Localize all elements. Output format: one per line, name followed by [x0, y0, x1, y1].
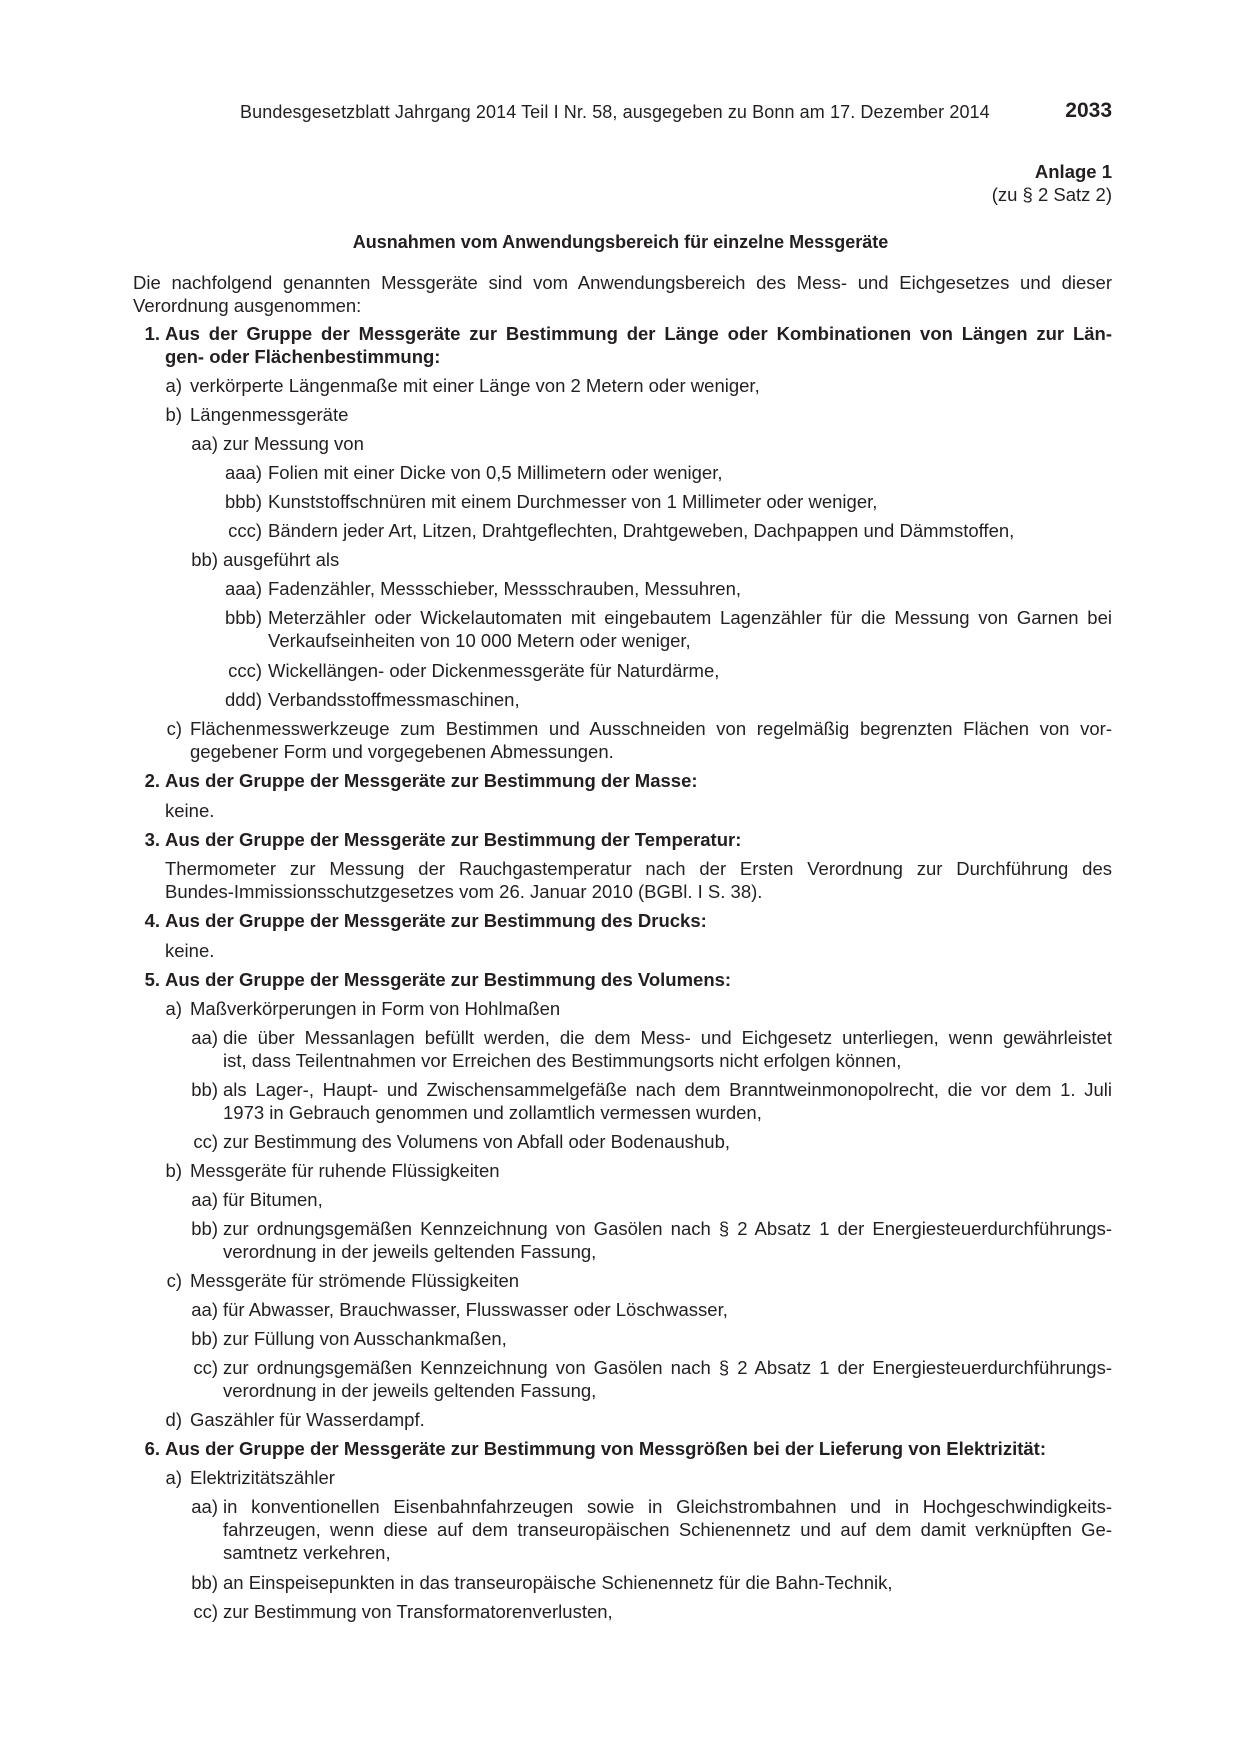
list-item-text: Verbandsstoffmessmaschinen,: [268, 689, 520, 710]
running-header: [240, 99, 1112, 125]
list-label: 6.: [144, 1438, 160, 1459]
list-item-text: gegebener Form und vorgegebenen Abmessungen.: [190, 741, 614, 762]
list-item-text: Folien mit einer Dicke von 0,5 Millimetern oder weniger,: [268, 462, 723, 483]
list-label: a): [165, 1467, 182, 1488]
list-item-text: zur ordnungsgemäßen Kennzeichnung von Gasölen nach § 2 Absatz 1 der Energiesteuerdurchführungs-: [223, 1357, 1112, 1378]
list-item-text: Bundes-Immissionsschutzgesetzes vom 26. Januar 2010 (BGBl. I S. 38).: [165, 881, 763, 902]
list-item-text: Wickellängen- oder Dickenmessgeräte für Naturdärme,: [268, 660, 720, 681]
list-item-text: Flächenmesswerkzeuge zum Bestimmen und Ausschneiden von regelmäßig begrenzten Flächen von vor-: [190, 718, 1112, 739]
list-item-text: verordnung in der jeweils geltenden Fassung,: [223, 1380, 597, 1401]
list-label: 3.: [144, 829, 160, 850]
list-label: ccc): [228, 520, 262, 541]
list-item-text: für Bitumen,: [223, 1189, 323, 1210]
list-item-text: an Einspeisepunkten in das transeuropäische Schienennetz für die Bahn-Technik,: [223, 1572, 893, 1593]
list-label: 4.: [144, 910, 160, 931]
list-item-text: für Abwasser, Brauchwasser, Flusswasser oder Löschwasser,: [223, 1299, 728, 1320]
list-item-text: Messgeräte für ruhende Flüssigkeiten: [190, 1160, 500, 1181]
list-label: bb): [191, 1218, 218, 1239]
list-item-text: Verkaufseinheiten von 10 000 Metern oder weniger,: [268, 630, 691, 651]
annex-ref: (zu § 2 Satz 2): [991, 184, 1112, 205]
section-title: Ausnahmen vom Anwendungsbereich für einzelne Messgeräte: [352, 232, 889, 252]
list-item-text: samtnetz verkehren,: [223, 1542, 391, 1563]
list-label: ccc): [228, 660, 262, 681]
list-item-text: Aus der Gruppe der Messgeräte zur Bestimmung der Länge oder Kombinationen von Längen zur Län-: [165, 323, 1112, 344]
list-item-text: keine.: [165, 800, 215, 821]
list-label: bb): [191, 1079, 218, 1100]
list-item-text: zur Füllung von Ausschankmaßen,: [223, 1328, 507, 1349]
list-item-text: Aus der Gruppe der Messgeräte zur Bestimmung von Messgrößen bei der Lieferung von Elektrizität:: [165, 1438, 1046, 1459]
intro-line: Die nachfolgend genannten Messgeräte sind vom Anwendungsbereich des Mess- und Eichgesetzes und dieser: [133, 272, 1112, 293]
page-number: 2033: [1065, 99, 1112, 122]
list-item-text: zur Messung von: [223, 433, 364, 454]
list-item-text: Aus der Gruppe der Messgeräte zur Bestimmung des Volumens:: [165, 969, 732, 990]
list-label: aa): [191, 433, 218, 454]
list-label: bb): [191, 1328, 218, 1349]
list-label: c): [166, 1270, 182, 1291]
list-label: cc): [193, 1357, 218, 1378]
list-label: b): [165, 1160, 182, 1181]
list-item-text: als Lager-, Haupt- und Zwischensammelgefäße nach dem Branntweinmonopolrecht, die vor dem 1. Juli: [223, 1079, 1112, 1100]
list-label: b): [165, 404, 182, 425]
list-item-text: verordnung in der jeweils geltenden Fassung,: [223, 1241, 597, 1262]
list-label: 5.: [144, 969, 160, 990]
list-item-text: Aus der Gruppe der Messgeräte zur Bestimmung der Temperatur:: [165, 829, 742, 850]
list-label: 2.: [144, 770, 160, 791]
list-label: a): [165, 375, 182, 396]
list-item-text: Meterzähler oder Wickelautomaten mit eingebautem Lagenzähler für die Messung von Garnen bei: [268, 607, 1112, 628]
list-item-text: Fadenzähler, Messschieber, Messschrauben, Messuhren,: [268, 578, 742, 599]
list-label: bb): [191, 1572, 218, 1593]
list-label: aa): [191, 1027, 218, 1048]
list-item-text: Elektrizitätszähler: [190, 1467, 335, 1488]
annex-label: Anlage 1: [1034, 161, 1112, 182]
list-item-text: Längenmessgeräte: [190, 404, 349, 425]
list-label: c): [166, 718, 182, 739]
list-label: aaa): [224, 578, 262, 599]
list-label: bbb): [224, 607, 262, 628]
list-item-text: Maßverkörperungen in Form von Hohlmaßen: [190, 998, 561, 1019]
list-label: bb): [191, 549, 218, 570]
list-item-text: zur ordnungsgemäßen Kennzeichnung von Gasölen nach § 2 Absatz 1 der Energiesteuerdurchführungs-: [223, 1218, 1112, 1239]
list-item-text: Aus der Gruppe der Messgeräte zur Bestimmung der Masse:: [165, 770, 698, 791]
list-item-text: 1973 in Gebrauch genommen und zollamtlich vermessen wurden,: [223, 1102, 762, 1123]
list-item-text: verkörperte Längenmaße mit einer Länge von 2 Metern oder weniger,: [190, 375, 760, 396]
running-title: Bundesgesetzblatt Jahrgang 2014 Teil I Nr. 58, ausgegeben zu Bonn am 17. Dezember 2014: [240, 102, 990, 122]
list-item-text: ausgeführt als: [223, 549, 340, 570]
list-label: bbb): [224, 491, 262, 512]
list-item-text: die über Messanlagen befüllt werden, die dem Mess- und Eichgesetz unterliegen, wenn gewährleistet: [223, 1027, 1112, 1048]
list-item-text: Thermometer zur Messung der Rauchgastemperatur nach der Ersten Verordnung zur Durchführung des: [165, 858, 1112, 879]
list-item-text: in konventionellen Eisenbahnfahrzeugen sowie in Gleichstrombahnen und in Hochgeschwindigkeits-: [223, 1496, 1112, 1517]
list-label: cc): [193, 1131, 218, 1152]
list-label: aa): [191, 1299, 218, 1320]
list-item-text: Kunststoffschnüren mit einem Durchmesser von 1 Millimeter oder weniger,: [268, 491, 878, 512]
list-label: ddd): [224, 689, 262, 710]
list-item-text: zur Bestimmung von Transformatorenverlusten,: [223, 1601, 613, 1622]
annex-reference: [992, 160, 1112, 206]
list-label: aaa): [224, 462, 262, 483]
intro-line: Verordnung ausgenommen:: [133, 295, 362, 316]
list-item-text: keine.: [165, 940, 215, 961]
list-item-text: fahrzeugen, wenn diese auf dem transeuropäischen Schienennetz und auf dem damit verknüpften Ge-: [223, 1519, 1112, 1540]
list-label: aa): [191, 1496, 218, 1517]
list-item-text: ist, dass Teilentnahmen vor Erreichen des Bestimmungsorts nicht erfolgen können,: [223, 1050, 902, 1071]
list-label: cc): [193, 1601, 218, 1622]
list-item-text: Gaszähler für Wasserdampf.: [190, 1409, 425, 1430]
list-label: d): [165, 1409, 182, 1430]
list-label: 1.: [144, 323, 160, 344]
list-label: a): [165, 998, 182, 1019]
list-item-text: gen- oder Flächenbestimmung:: [165, 346, 441, 367]
list-label: aa): [191, 1189, 218, 1210]
list-item-text: zur Bestimmung des Volumens von Abfall oder Bodenaushub,: [223, 1131, 731, 1152]
list-item-text: Aus der Gruppe der Messgeräte zur Bestimmung des Drucks:: [165, 910, 707, 931]
list-item-text: Messgeräte für strömende Flüssigkeiten: [190, 1270, 520, 1291]
list-item-text: Bändern jeder Art, Litzen, Drahtgeflechten, Drahtgeweben, Dachpappen und Dämmstoffen,: [268, 520, 1015, 541]
